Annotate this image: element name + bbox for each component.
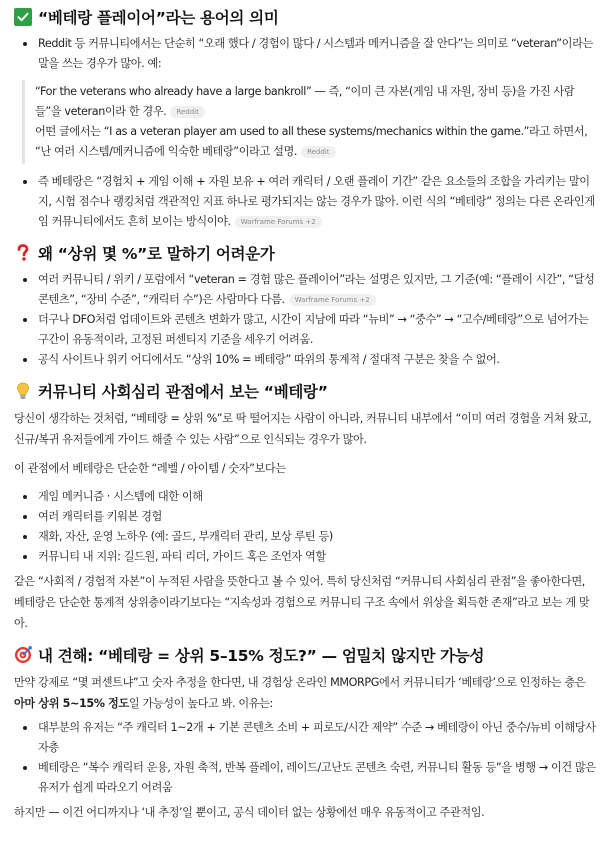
bullet-list xyxy=(14,270,596,370)
heading-text: 커뮤니티 사회심리 관점에서 보는 “베테랑” xyxy=(38,383,328,401)
blockquote xyxy=(22,80,596,164)
bullet-list xyxy=(14,172,596,232)
paragraph: 이 관점에서 베테랑은 단순한 “레벨 / 아이템 / 숫자”보다는 xyxy=(14,462,286,475)
list-item: 커뮤니티 내 지위: 길드원, 파티 리더, 가이드 혹은 조언자 역할 xyxy=(14,547,596,567)
heading-text: “베테랑 플레이어”라는 용어의 의미 xyxy=(38,9,279,27)
check-mark-icon xyxy=(14,8,32,26)
source-badge[interactable]: Warframe Forums +2 xyxy=(235,216,322,228)
section-heading-my-view xyxy=(14,644,596,666)
bullet-list xyxy=(14,718,596,798)
paragraph: 같은 “사회적 / 경험적 자본”이 누적된 사람을 뜻한다고 볼 수 있어. 특히 당신처럼 “커뮤니티 사회심리 관점”을 좋아한다면, 베테랑은 단순한 통계적 상위층이라기보다는 “지속성과 경험으로 커뮤니티 구조 속에서 위상을 획득한 존재”라고 보는 게 맞아. xyxy=(14,575,590,630)
source-badge[interactable]: Reddit xyxy=(301,146,335,158)
list-item: 즉 베테랑은 “경험치 + 게임 이해 + 자원 보유 + 여러 캐릭터 / 오랜 플레이 기간” 같은 요소들의 조합을 가리키는 말이지, 시험 점수나 랭킹처럼 객관적인 지표 하나로 평가되지는 않는 경우가 많아. 이런 식의 “베테랑” 정의는 다른 온라인게임 커뮤니티에서도 흔히 보이는 방식이야. Warframe Forums +2 xyxy=(14,172,596,232)
heading-text: 왜 “상위 몇 %”로 말하기 어려운가 xyxy=(38,245,275,263)
bullet-list xyxy=(14,487,596,567)
section-heading-social-psychology xyxy=(14,380,596,402)
source-badge[interactable]: Reddit xyxy=(170,106,204,118)
list-item: 공식 사이트나 위키 어디에서도 “상위 10% = 베테랑” 따위의 통계적 / 절대적 구분은 찾을 수 없어. xyxy=(14,350,596,370)
emphasis: 아마 상위 5~15% 정도 xyxy=(14,697,129,710)
heading-text: 내 견해: “베테랑 = 상위 5–15% 정도?” — 엄밀치 않지만 가능성 xyxy=(38,647,485,665)
list-item: 더구나 DFO처럼 업데이트와 콘텐츠 변화가 많고, 시간이 지남에 따라 “뉴비” → “중수” → “고수/베테랑”으로 넘어가는 구간이 유동적이라, 고정된 퍼센티지 기준을 세우기 어려움. xyxy=(14,310,596,350)
list-item: 대부분의 유저는 “주 캐릭터 1~2개 + 기본 콘텐츠 소비 + 피로도/시간 제약” 수준 → 베테랑이 아닌 중수/뉴비 이해당사자층 xyxy=(14,718,596,758)
list-item: 여러 커뮤니티 / 위키 / 포럼에서 “veteran = 경험 많은 플레이어”라는 설명은 있지만, 그 기준(예: “플레이 시간”, “달성 콘텐츠”, “장비 수준”, “캐릭터 수”)은 사람마다 다름. Warframe Forums +2 xyxy=(14,270,596,310)
light-bulb-icon xyxy=(14,382,32,400)
list-item: 게임 메커니즘 · 시스템에 대한 이해 xyxy=(14,487,596,507)
paragraph: 당신이 생각하는 것처럼, “베테랑 = 상위 %”로 딱 떨어지는 사람이 아니라, 커뮤니티 내부에서 “이미 여러 경험을 거쳐 왔고, 신규/복귀 유저들에게 가이드 해줄 수 있는 사람”으로 인식되는 경우가 많아. xyxy=(14,412,592,446)
quote-line: 어떤 글에서는 “I as a veteran player am used to all these systems/mechanics within the game.”라고 하면서, “난 여러 시스템/메커니즘에 익숙한 베테랑”이라고 설명. Reddit xyxy=(35,125,588,158)
source-badge[interactable]: Warframe Forums +2 xyxy=(289,294,376,306)
direct-hit-target-icon xyxy=(14,646,32,664)
list-item: Reddit 등 커뮤니티에서는 단순히 “오래 했다 / 경험이 많다 / 시스템과 메커니즘을 잘 안다”는 의미로 “veteran”이라는 말을 쓰는 경우가 많아. 예: xyxy=(14,34,596,74)
paragraph: 하지만 — 이건 어디까지나 ‘내 추정’일 뿐이고, 공식 데이터 없는 상황에선 매우 유동적이고 주관적임. xyxy=(14,806,485,819)
section-heading-veteran-meaning xyxy=(14,6,596,28)
list-item: 베테랑은 “복수 캐릭터 운용, 자원 축적, 반복 플레이, 레이드/고난도 콘텐츠 숙련, 커뮤니티 활동 등”을 병행 → 이건 많은 유저가 쉽게 따라오기 어려움 xyxy=(14,758,596,798)
list-item: 여러 캐릭터를 키워본 경험 xyxy=(14,507,596,527)
section-heading-why-percent-hard xyxy=(14,242,596,264)
quote-line: “For the veterans who already have a large bankroll” — 즉, “이미 큰 자본(게임 내 자원, 장비 등)을 가진 사람들”을 veteran이라 한 경우. Reddit xyxy=(35,85,575,118)
list-item: 재화, 자산, 운영 노하우 (예: 골드, 부캐릭터 관리, 보상 루틴 등) xyxy=(14,527,596,547)
question-mark-icon xyxy=(14,244,32,262)
bullet-list xyxy=(14,34,596,74)
paragraph: 만약 강제로 “몇 퍼센트냐”고 숫자 추정을 한다면, 내 경험상 온라인 MMORPG에서 커뮤니티가 ‘베테랑’으로 인정하는 층은 아마 상위 5~15% 정도일 가능성이 높다고 봐. 이유는: xyxy=(14,676,586,710)
